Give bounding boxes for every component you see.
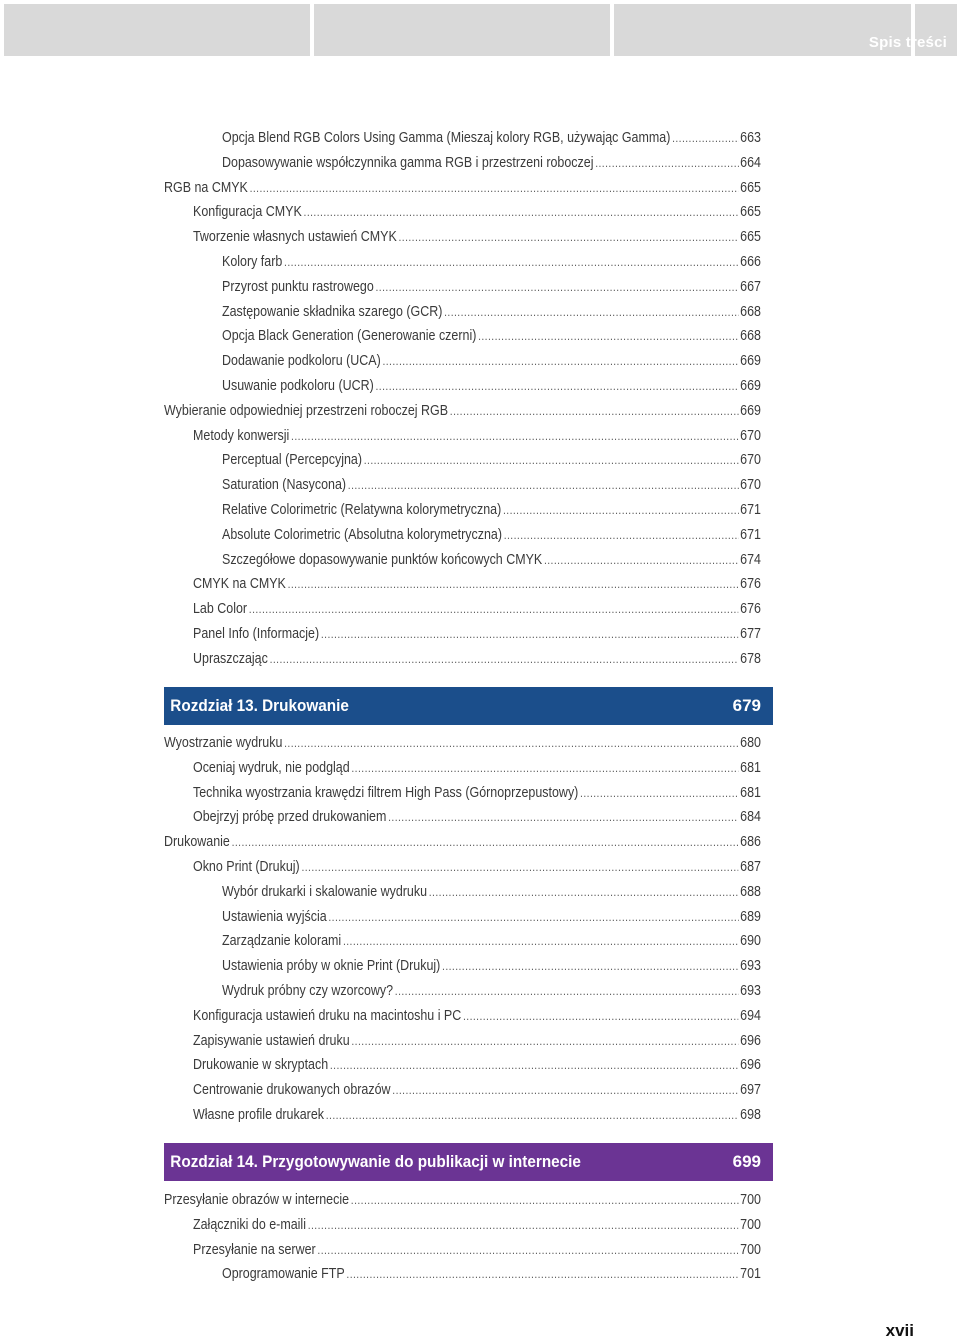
toc-entry-title: Ustawienia wyjścia: [222, 908, 327, 925]
toc-dot-leader: [351, 1030, 738, 1052]
toc-entry-page: 700: [740, 1241, 761, 1258]
toc-entry-title: Konfiguracja ustawień druku na macintoshu i PC: [193, 1007, 462, 1024]
toc-dot-leader: [504, 524, 739, 546]
toc-entry-page: 693: [740, 958, 761, 975]
toc-entry-title: Usuwanie podkoloru (UCR): [222, 378, 374, 394]
toc-entry[interactable]: [193, 806, 761, 828]
toc-entry-title: Obejrzyj próbę przed drukowaniem: [193, 809, 387, 826]
toc-entry-page: 669: [740, 353, 761, 370]
toc-entry-title: Panel Info (Informacje): [193, 626, 320, 642]
toc-entry-page: 665: [740, 179, 761, 196]
toc-entry-page: 663: [740, 130, 761, 146]
toc-entry[interactable]: [222, 955, 761, 977]
toc-entry-title: Zastępowanie składnika szarego (GCR): [222, 303, 443, 320]
toc-dot-leader: [284, 251, 738, 273]
chapter-14-heading[interactable]: [164, 1143, 773, 1181]
toc-entry[interactable]: [193, 1214, 761, 1236]
toc-entry[interactable]: [222, 881, 761, 903]
toc-entry-title: Wybieranie odpowiedniej przestrzeni roboczej RGB: [164, 402, 449, 419]
toc-entry[interactable]: [222, 499, 761, 521]
toc-dot-leader: [544, 549, 739, 571]
toc-entry-page: 671: [740, 526, 761, 543]
toc-dot-leader: [364, 449, 739, 471]
toc-entry-page: 669: [740, 378, 761, 394]
toc-entry-page: 696: [740, 1032, 761, 1049]
toc-entry-title: Dopasowywanie współczynnika gamma RGB i przestrzeni roboczej: [222, 154, 594, 171]
toc-entry-page: 688: [740, 883, 761, 900]
chapter-13-heading[interactable]: [164, 687, 773, 725]
toc-dot-leader: [288, 573, 739, 595]
toc-entry-title: Ustawienia próby w oknie Print (Drukuj): [222, 958, 441, 975]
toc-entry-title: RGB na CMYK: [164, 179, 248, 196]
toc-entry[interactable]: [193, 623, 761, 645]
toc-entry[interactable]: [222, 449, 761, 471]
toc-dot-leader: [291, 425, 738, 447]
toc-entry-page: 681: [740, 759, 761, 776]
toc-entry-title: Upraszczając: [193, 650, 268, 667]
toc-entry-title: Metody konwersji: [193, 427, 290, 444]
toc-dot-leader: [442, 955, 738, 977]
toc-entry[interactable]: [222, 350, 761, 372]
toc-entry-title: Saturation (Nasycona): [222, 477, 347, 494]
toc-entry-title: Tworzenie własnych ustawień CMYK: [193, 229, 397, 246]
toc-entry-page: 667: [740, 278, 761, 295]
toc-entry[interactable]: [222, 375, 761, 397]
toc-entry-page: 670: [740, 452, 761, 469]
toc-dot-leader: [250, 177, 739, 199]
toc-entry[interactable]: [193, 856, 761, 878]
toc-dot-leader: [503, 499, 738, 521]
toc-entry-page: 674: [740, 551, 761, 568]
toc-entry-title: Przyrost punktu rastrowego: [222, 278, 374, 295]
header-tab-strip: [4, 4, 957, 56]
toc-dot-leader: [308, 1214, 739, 1236]
toc-dot-leader: [580, 782, 738, 804]
toc-entry-title: Wybór drukarki i skalowanie wydruku: [222, 883, 428, 900]
toc-entry[interactable]: [164, 1189, 761, 1211]
toc-dot-leader: [249, 598, 739, 620]
toc-dot-leader: [284, 732, 738, 754]
toc-dot-leader: [270, 648, 739, 670]
toc-entry-page: 680: [740, 735, 761, 751]
toc-entry-title: Wydruk próbny czy wzorcowy?: [222, 983, 394, 999]
toc-entry-page: 700: [740, 1192, 761, 1208]
toc-entry-title: Zapisywanie ustawień druku: [193, 1032, 350, 1049]
toc-entry-title: Opcja Black Generation (Generowanie czerni): [222, 328, 477, 345]
toc-entry-page: 701: [740, 1266, 761, 1283]
toc-dot-leader: [395, 980, 739, 1002]
toc-entry-title: Centrowanie drukowanych obrazów: [193, 1082, 391, 1099]
toc-entry-title: Okno Print (Drukuj): [193, 859, 300, 875]
header-bar: [4, 4, 957, 56]
toc-dot-leader: [672, 127, 738, 149]
toc-entry-page: 668: [740, 328, 761, 345]
toc-dot-leader: [232, 831, 739, 853]
toc-dot-leader: [351, 1189, 739, 1211]
toc-entry-page: 676: [740, 601, 761, 618]
toc-entry[interactable]: [193, 1054, 761, 1076]
toc-entry-title: Konfiguracja CMYK: [193, 204, 302, 221]
header-tab-divider: [610, 4, 614, 56]
toc-entry[interactable]: [193, 757, 761, 779]
toc-entry-title: Technika wyostrzania krawędzi filtrem High Pass (Górnoprzepustowy): [193, 784, 579, 801]
toc-entry[interactable]: [222, 549, 761, 571]
header-tab-divider: [310, 4, 314, 56]
toc-entry[interactable]: [222, 980, 761, 1002]
toc-entry[interactable]: [222, 930, 761, 952]
toc-entry[interactable]: [193, 1079, 761, 1101]
toc-entry-title: Lab Color: [193, 601, 248, 618]
toc-entry[interactable]: [164, 400, 761, 422]
toc-entry[interactable]: [193, 201, 761, 223]
toc-entry[interactable]: [193, 1005, 761, 1027]
toc-entry-title: Perceptual (Percepcyjna): [222, 452, 363, 469]
toc-entry-title: Kolory farb: [222, 254, 283, 270]
toc-entry-page: 676: [740, 576, 761, 593]
toc-entry-page: 689: [740, 908, 761, 925]
toc-entry-title: Opcja Blend RGB Colors Using Gamma (Mieszaj kolory RGB, używając Gamma): [222, 130, 671, 146]
toc-dot-leader: [444, 301, 738, 323]
toc-entry-title: Zarządzanie kolorami: [222, 933, 342, 950]
toc-dot-leader: [388, 806, 738, 828]
toc-entry-title: CMYK na CMYK: [193, 576, 286, 593]
toc-entry-page: 678: [740, 650, 761, 667]
toc-dot-leader: [330, 1054, 739, 1076]
toc-entry-page: 697: [740, 1082, 761, 1099]
toc-entry-title: Szczegółowe dopasowywanie punktów końcowych CMYK: [222, 551, 543, 568]
toc-dot-leader: [450, 400, 739, 422]
toc-entry-title: Drukowanie w skryptach: [193, 1057, 329, 1074]
toc-dot-leader: [376, 276, 739, 298]
toc-dot-leader: [317, 1239, 738, 1261]
toc-entry-page: 698: [740, 1107, 761, 1123]
toc-entry[interactable]: [193, 1030, 761, 1052]
toc-entry[interactable]: [222, 276, 761, 298]
toc-entry-page: 693: [740, 983, 761, 999]
toc-dot-leader: [382, 350, 738, 372]
toc-dot-leader: [595, 152, 738, 174]
toc-entry[interactable]: [222, 301, 761, 323]
header-title: Spis treści: [868, 34, 947, 51]
toc-entry[interactable]: [193, 573, 761, 595]
toc-entry[interactable]: [164, 831, 761, 853]
toc-entry-page: 664: [740, 154, 761, 171]
toc-entry-title: Oceniaj wydruk, nie podgląd: [193, 759, 350, 776]
toc-entry[interactable]: [222, 474, 761, 496]
toc-entry-page: 670: [740, 477, 761, 494]
toc-entry[interactable]: [193, 425, 761, 447]
toc-entry-title: Załączniki do e-maili: [193, 1216, 306, 1233]
toc-entry-page: 665: [740, 204, 761, 221]
toc-entry[interactable]: [193, 1239, 761, 1261]
toc-entry[interactable]: [164, 177, 761, 199]
toc-entry-page: 677: [740, 626, 761, 642]
toc-entry-page: 670: [740, 427, 761, 444]
toc-entry-page: 668: [740, 303, 761, 320]
toc-entry[interactable]: [222, 152, 761, 174]
toc-entry[interactable]: [222, 906, 761, 928]
toc-dot-leader: [478, 325, 738, 347]
toc-dot-leader: [398, 226, 738, 248]
toc-entry-page: 665: [740, 229, 761, 246]
toc-dot-leader: [376, 375, 739, 397]
toc-dot-leader: [304, 201, 739, 223]
toc-entry-page: 696: [740, 1057, 761, 1074]
toc-entry[interactable]: [222, 127, 761, 149]
chapter-13-title: Rozdział 13. Drukowanie: [170, 696, 349, 715]
toc-dot-leader: [429, 881, 739, 903]
toc-entry-title: Przesyłanie na serwer: [193, 1241, 316, 1258]
toc-entry-page: 681: [740, 784, 761, 801]
toc-dot-leader: [348, 474, 739, 496]
toc-entry[interactable]: [193, 598, 761, 620]
toc-dot-leader: [326, 1104, 739, 1126]
toc-entry-page: 666: [740, 254, 761, 270]
toc-dot-leader: [343, 930, 739, 952]
toc-entry-page: 700: [740, 1216, 761, 1233]
chapter-14-page: 699: [732, 1152, 761, 1171]
toc-entry[interactable]: [193, 226, 761, 248]
toc-dot-leader: [463, 1005, 738, 1027]
toc-dot-leader: [321, 623, 739, 645]
toc-entry[interactable]: [222, 524, 761, 546]
toc-entry-title: Relative Colorimetric (Relatywna kolorymetryczna): [222, 502, 502, 518]
toc-entry[interactable]: [222, 325, 761, 347]
toc-dot-leader: [392, 1079, 738, 1101]
toc-entry-title: Własne profile drukarek: [193, 1107, 325, 1123]
toc-dot-leader: [328, 906, 738, 928]
toc-dot-leader: [301, 856, 738, 878]
toc-entry-page: 694: [740, 1007, 761, 1024]
toc-entry[interactable]: [222, 1263, 761, 1285]
toc-entry-page: 690: [740, 933, 761, 950]
toc-entry-title: Absolute Colorimetric (Absolutna kolorymetryczna): [222, 526, 502, 543]
toc-entry-page: 669: [740, 402, 761, 419]
toc-entry-page: 684: [740, 809, 761, 826]
toc-entry[interactable]: [193, 1104, 761, 1126]
toc-entry-title: Przesyłanie obrazów w internecie: [164, 1192, 350, 1208]
chapter-13-page: 679: [732, 696, 761, 715]
toc-dot-leader: [346, 1263, 738, 1285]
toc-entry-title: Drukowanie: [164, 834, 230, 851]
toc-entry-page: 671: [740, 502, 761, 518]
toc-entry[interactable]: [193, 782, 761, 804]
toc-entry-title: Dodawanie podkoloru (UCA): [222, 353, 381, 370]
page-number: xvii: [885, 1321, 914, 1340]
toc-entry[interactable]: [222, 251, 761, 273]
toc-entry-title: Wyostrzanie wydruku: [164, 735, 283, 751]
toc-entry[interactable]: [164, 732, 761, 754]
toc-entry-page: 686: [740, 834, 761, 851]
toc-entry[interactable]: [193, 648, 761, 670]
toc-entry-title: Oprogramowanie FTP: [222, 1266, 345, 1283]
chapter-14-title: Rozdział 14. Przygotowywanie do publikacji w internecie: [170, 1152, 581, 1171]
toc-dot-leader: [351, 757, 738, 779]
toc-entry-page: 687: [740, 859, 761, 875]
